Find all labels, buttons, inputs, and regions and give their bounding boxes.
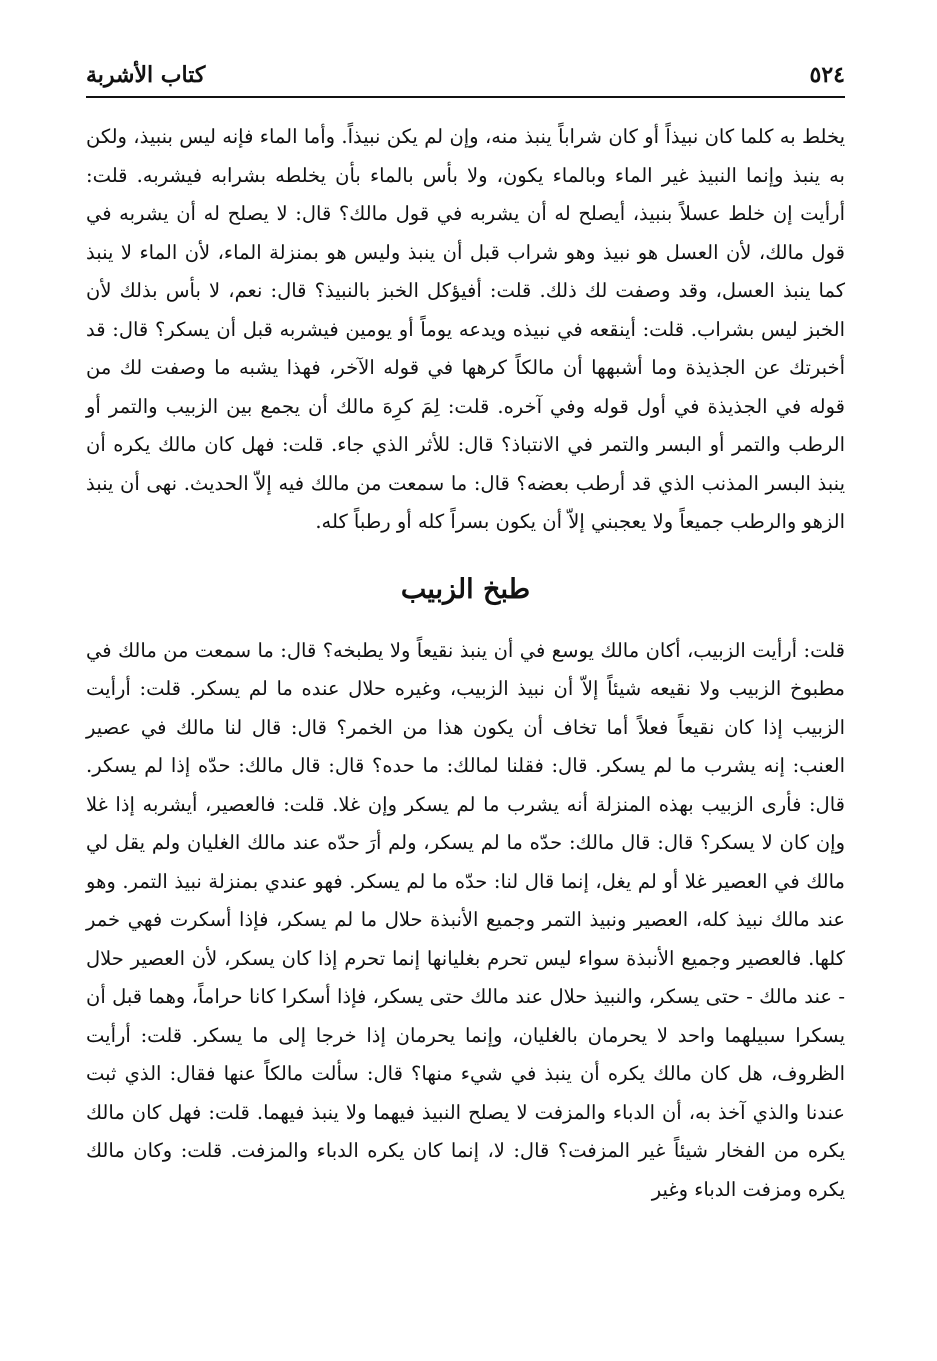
section-title: طبخ الزبيب (400, 573, 531, 605)
header-rule (86, 96, 845, 98)
book-title: كتاب الأشربة (86, 62, 206, 88)
page-header (86, 56, 845, 94)
paragraph-text: قلت: أرأيت الزبيب، أكان مالك يوسع في أن ينبذ نقيعاً ولا يطبخه؟ قال: ما سمعت من مالك في مطبوخ الزبيب ولا نقيعه شيئاً إلاّ أن نبيذ الزبيب، وغيره حلال عنده ما لم يسكر. قلت: أرأيت الزبيب إذا كان نقيعاً فعلاً أما تخاف أن يكون هذا من الخمر؟ قال: قال لنا مالك في عصير العنب: إنه يشرب ما لم يسكر. قال: فقلنا لمالك: ما حده؟ قال: قال مالك: حدّه إذا لم يسكر. قال: فأرى الزبيب بهذه المنزلة أنه يشرب ما لم يسكر وإن غلا. قلت: فالعصير، أيشربه إذا غلا وإن كان لا يسكر؟ قال: قال مالك: حدّه ما لم يسكر، ولم أرَ حدّه عند مالك الغليان ولم يقل لي مالك في العصير غلا أو لم يغل، إنما قال لنا: حدّه ما لم يسكر. فهو عندي بمنزلة نبيذ التمر. وهو عند مالك نبيذ كله، العصير ونبيذ التمر وجميع الأنبذة حلال ما لم يسكر، فإذا أسكرت فهي خمر كلها. فالعصير وجميع الأنبذة سواء ليس تحرم بغليانها إنما تحرم إذا كان يسكر، لأن العصير حلال - عند مالك - حتى يسكر، والنبيذ حلال عند مالك حتى يسكر، فإذا أسكرا كانا حراماً، وهما قبل أن يسكرا سبيلهما واحد لا يحرمان بالغليان، وإنما يحرمان إذا خرجا إلى ما يسكر. قلت: أرأيت الظروف، هل كان مالك يكره أن ينبذ في شيء منها؟ قال: سألت مالكاً عنها فقال: الذي ثبت عندنا والذي آخذ به، أن الدباء والمزفت لا يصلح النبيذ فيهما ولا ينبذ فيهما. قلت: فهل كان مالك يكره من الفخار شيئاً غير المزفت؟ قال: لا، إنما كان يكره الدباء والمزفت. قلت: وكان مالك يكره ومزفت الدباء وغير (86, 638, 845, 1201)
paragraph-1 (86, 118, 845, 542)
paragraph-text: يخلط به كلما كان نبيذاً أو كان شراباً ينبذ منه، وإن لم يكن نبيذاً. وأما الماء فإنه ليس بنبيذ، ولكن به ينبذ وإنما النبيذ غير الماء وبالماء يكون، ولا بأس بالماء بأن يخلطه بشرابه فيشربه. قلت: أرأيت إن خلط عسلاً بنبيذ، أيصلح له أن يشربه في قول مالك؟ قال: لا يصلح له أن يشربه في قول مالك، لأن العسل هو نبيذ وهو شراب قبل أن ينبذ وليس هو بمنزلة الماء، لأن الماء لا ينبذ كما ينبذ العسل، وقد وصفت لك ذلك. قلت: أفيؤكل الخبز بالنبيذ؟ قال: نعم، لا بأس بذلك لأن الخبز ليس بشراب. قلت: أينقعه في نبيذه ويدعه يوماً أو يومين فيشربه قبل أن يسكر؟ قال: قد أخبرتك عن الجذيذة وما أشبهها أن مالكاً كرهها في قوله الآخر، فهذا يشبه ما وصفت لك من قوله في الجذيذة في أول قوله وفي آخره. قلت: لِمَ كرِهَ مالك أن يجمع بين الزبيب والتمر أو الرطب والتمر أو البسر والتمر في الانتباذ؟ قال: للأثر الذي جاء. قلت: فهل كان مالك يكره أن ينبذ البسر المذنب الذي قد أرطب بعضه؟ قال: ما سمعت من مالك فيه إلاّ الحديث. نهى أن ينبذ الزهو والرطب جميعاً ولا يعجبني إلاّ أن يكون بسراً كله أو رطباً كله. (86, 125, 845, 533)
page-number: ٥٢٤ (809, 62, 845, 88)
page-body (86, 118, 845, 1209)
paragraph-2 (86, 632, 845, 1210)
